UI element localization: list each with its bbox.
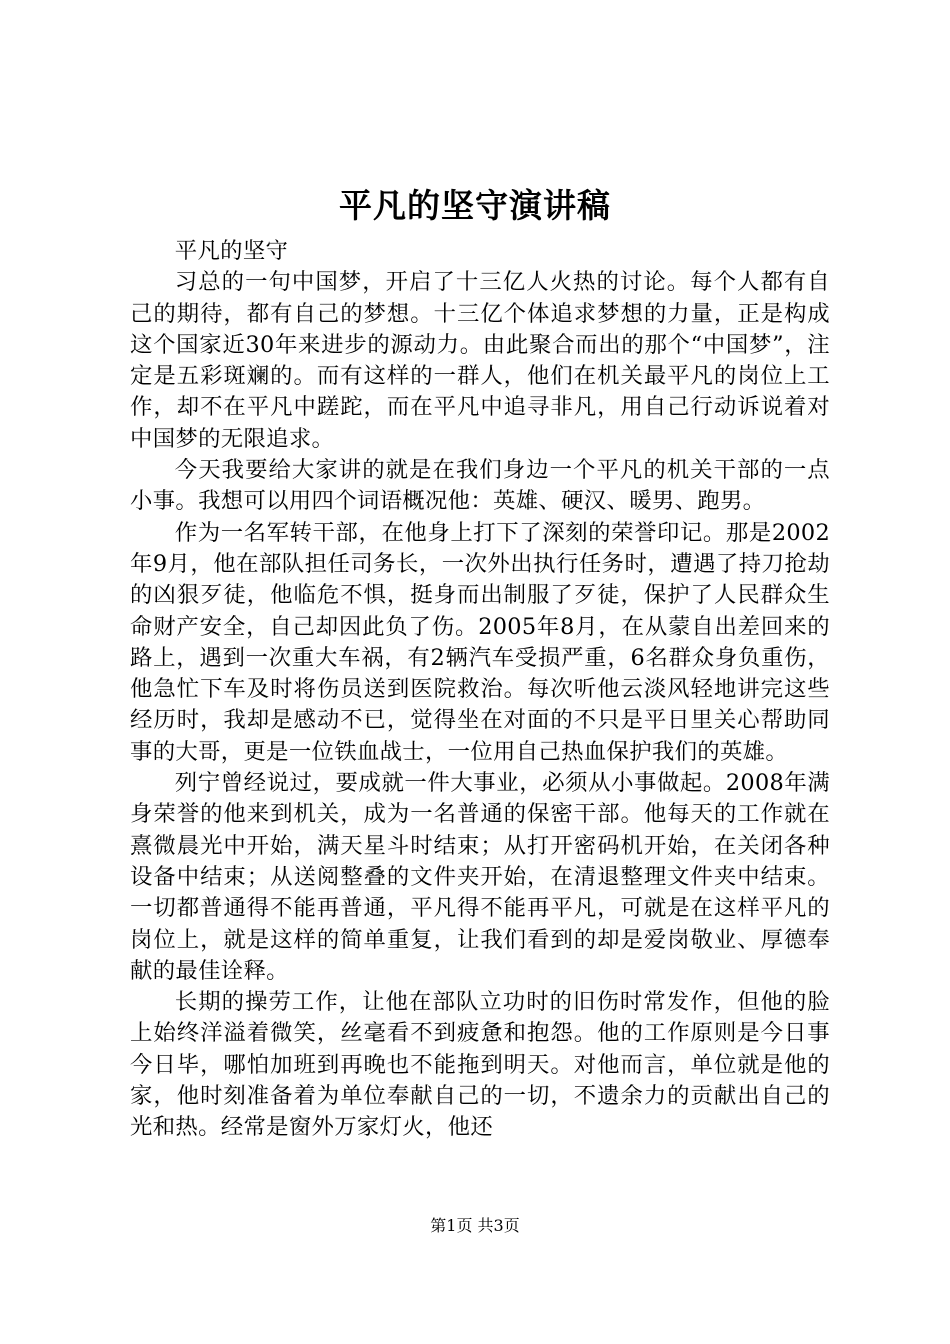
document-body (130, 236, 830, 1144)
document-title: 平凡的坚守演讲稿 (339, 186, 611, 225)
paragraph: 列宁曾经说过，要成就一件大事业，必须从小事做起。2008年满身荣誉的他来到机关，成为一名普通的保密干部。他每天的工作就在熹微晨光中开始，满天星斗时结束；从打开密码机开始，在关闭各种设备中结束；从送阅整叠的文件夹开始，在清退整理文件夹中结束。一切都普通得不能再普通，平凡得不能再平凡，可就是在这样平凡的岗位上，就是这样的简单重复，让我们看到的却是爱岗敬业、厚德奉献的最佳诠释。 (130, 770, 830, 984)
page-number-footer: 第1页 共3页 (430, 1216, 520, 1235)
paragraph: 长期的操劳工作，让他在部队立功时的旧伤时常发作，但他的脸上始终洋溢着微笑，丝毫看不到疲惫和抱怨。他的工作原则是今日事今日毕，哪怕加班到再晚也不能拖到明天。对他而言，单位就是他的家，他时刻准备着为单位奉献自己的一切，不遗余力的贡献出自己的光和热。经常是窗外万家灯火，他还 (130, 989, 830, 1141)
paragraph: 作为一名军转干部，在他身上打下了深刻的荣誉印记。那是2002年9月，他在部队担任司务长，一次外出执行任务时，遭遇了持刀抢劫的凶狠歹徒，他临危不惧，挺身而出制服了歹徒，保护了人民群众生命财产安全，自己却因此负了伤。2005年8月，在从蒙自出差回来的路上，遇到一次重大车祸，有2辆汽车受损严重，6名群众身负重伤，他急忙下车及时将伤员送到医院救治。每次听他云淡风轻地讲完这些经历时，我却是感动不已，觉得坐在对面的不只是平日里关心帮助同事的大哥，更是一位铁血战士，一位用自己热血保护我们的英雄。 (130, 519, 830, 765)
document-subtitle: 平凡的坚守 (174, 238, 289, 264)
paragraph: 习总的一句中国梦，开启了十三亿人火热的讨论。每个人都有自己的期待，都有自己的梦想。十三亿个体追求梦想的力量，正是构成这个国家近30年来进步的源动力。由此聚合而出的那个“中国梦”，注定是五彩斑斓的。而有这样的一群人，他们在机关最平凡的岗位上工作，却不在平凡中蹉跎，而在平凡中追寻非凡，用自己行动诉说着对中国梦的无限追求。 (130, 269, 830, 452)
paragraph: 今天我要给大家讲的就是在我们身边一个平凡的机关干部的一点小事。我想可以用四个词语概况他：英雄、硬汉、暖男、跑男。 (130, 457, 830, 515)
